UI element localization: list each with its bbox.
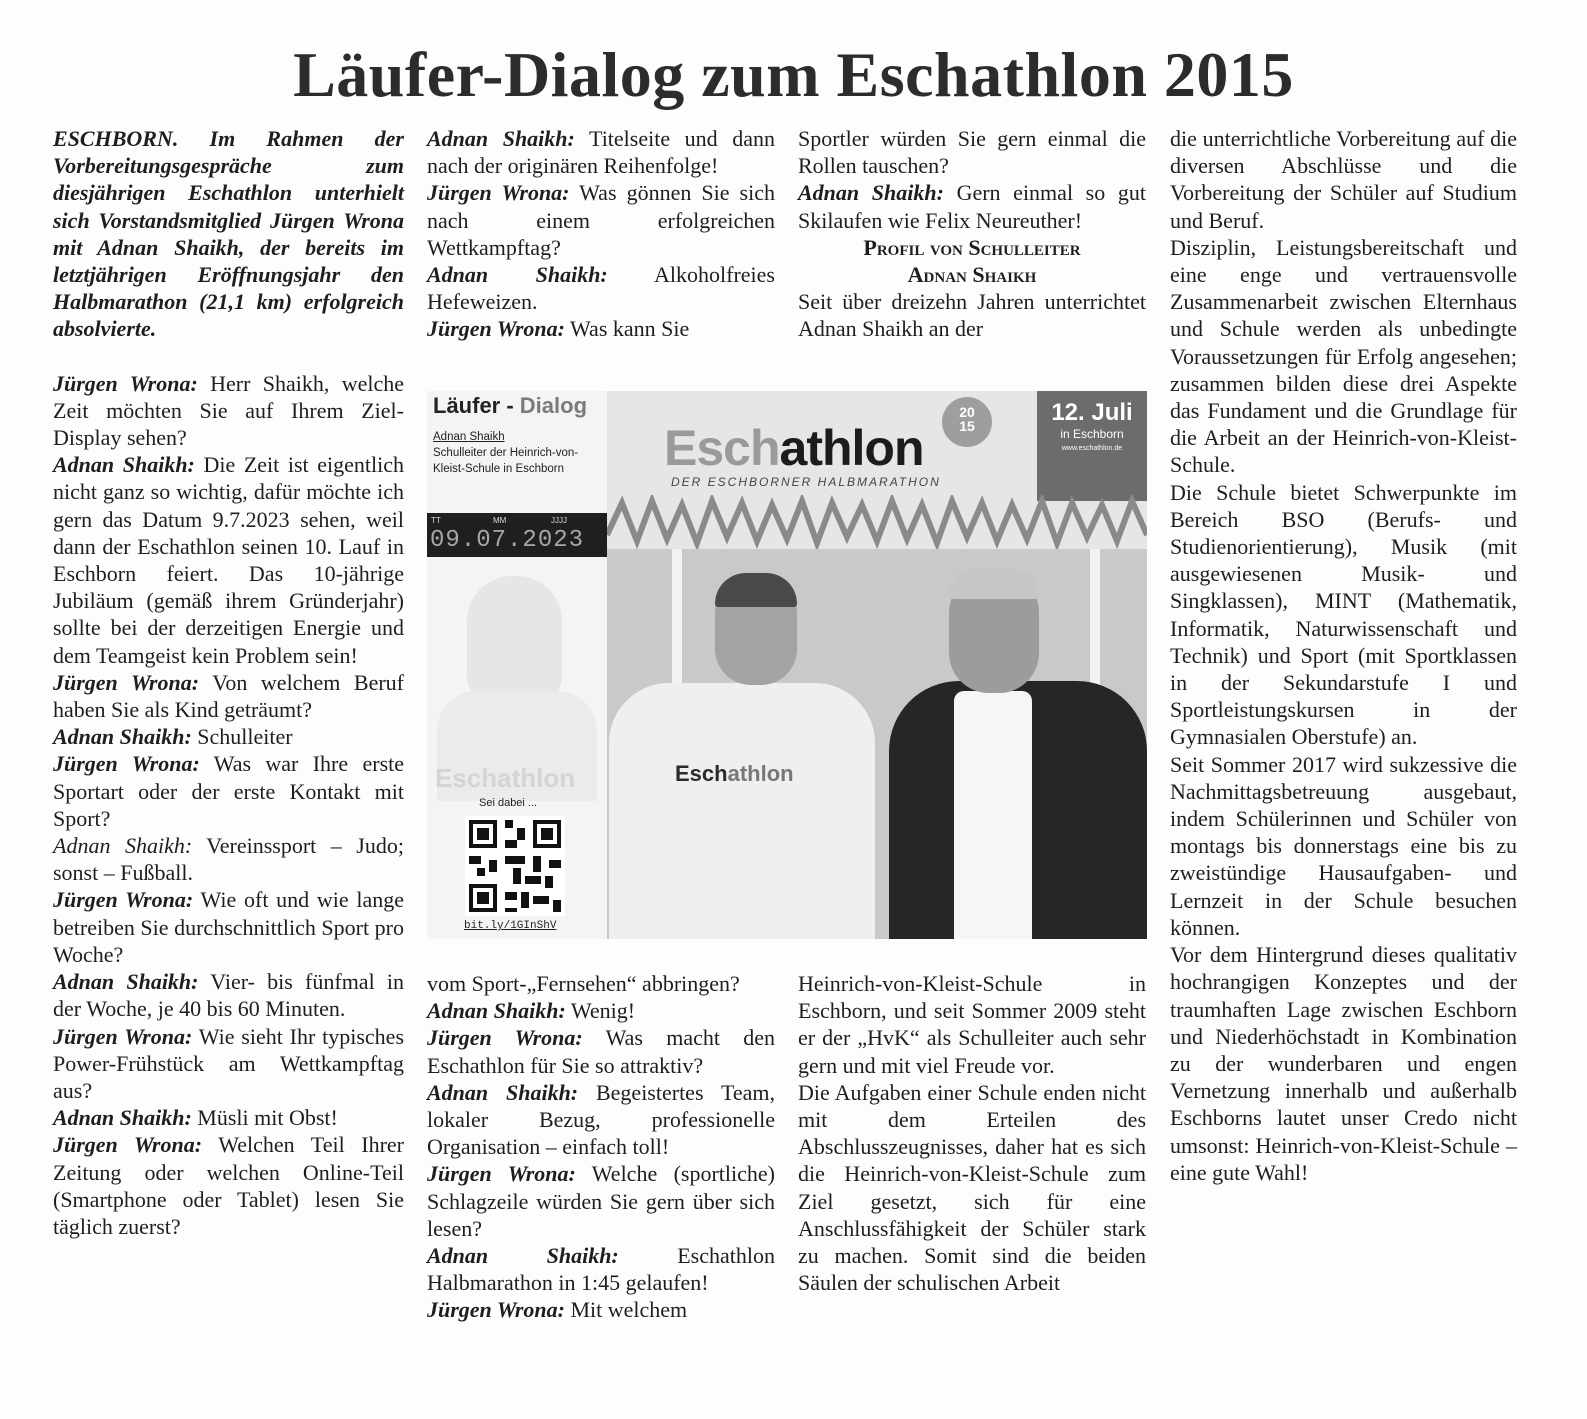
- qa-item: Adnan Shaikh: Begeistertes Team, lokaler Bezug, professionelle Organisation – einfach toll!: [427, 1079, 775, 1160]
- qa-item: Adnan Shaikh: Die Zeit ist eigentlich nicht ganz so wichtig, dafür möchte ich gern das Datum 9.7.2023 sehen, weil dann der Eschathlon seinen 10. Lauf in Eschborn feiert. Das 10-jährige Jubiläum (gemäß ihrem Gründerjahr) sollte bei der derzeitigen Energie und dem Teamgeist kein Problem sein!: [53, 452, 404, 668]
- qr-code-icon: [465, 816, 565, 916]
- qa-item: Jürgen Wrona: Wie oft und wie lange betreiben Sie durchschnittlich Sport pro Woche?: [53, 887, 405, 967]
- qa-item: Adnan Shaikh: Vier- bis fünfmal in der Woche, je 40 bis 60 Minuten.: [53, 969, 404, 1022]
- profile-subhead: Profil von Schulleiter: [863, 234, 1081, 260]
- qa-item: Adnan Shaikh: Titelseite und dann nach der originären Reihenfolge!: [427, 126, 775, 179]
- column-4: [1170, 125, 1517, 1186]
- sei-dabei-text: Sei dabei ...: [479, 797, 538, 809]
- column-1: [53, 125, 404, 1240]
- qa-item: Jürgen Wrona: Was macht den Eschathlon für Sie so attraktiv?: [427, 1025, 776, 1078]
- column-3-top: [798, 125, 1146, 343]
- qa-item: Adnan Shaikh: Alkoholfreies Hefeweizen.: [427, 262, 775, 315]
- profile-paragraph: Vor dem Hintergrund dieses qualitativ hochrangigen Konzeptes und der traumhaften Lage zwischen Eschborn und Niederhöchstadt in Kombination zu der wunderbaren und engen Vernetzung innerhalb und außerhalb Eschborns lautet unser Credo nicht umsonst: Heinrich-von-Kleist-Schule – eine gute Wahl!: [1170, 942, 1517, 1185]
- finish-display: [427, 513, 607, 557]
- display-label-year: JJJJ: [551, 516, 567, 525]
- panel-subtitle: Schulleiter der Heinrich-von-Kleist-Schule in Eschborn: [433, 447, 579, 475]
- qa-item: Jürgen Wrona: Von welchem Beruf haben Sie als Kind geträumt?: [53, 669, 405, 723]
- profile-intro: Seit über dreizehn Jahren unterrichtet Adnan Shaikh an der: [798, 289, 1146, 342]
- panel-name: Adnan Shaikh: [433, 431, 505, 443]
- qa-item: Jürgen Wrona: Welchen Teil Ihrer Zeitung oder welchen Online-Teil (Smartphone oder Tablet) lesen Sie täglich zuerst?: [53, 1132, 405, 1239]
- headline: Läufer-Dialog zum Eschathlon 2015: [293, 39, 1294, 110]
- profile-paragraph: Heinrich-von-Kleist-Schule in Eschborn, und seit Sommer 2009 steht er der „HvK“ als Schulleiter auch sehr gern und mit viel Freude vor.: [798, 971, 1146, 1078]
- qa-item: Jürgen Wrona: Was kann Sie: [427, 316, 690, 342]
- runner-silhouettes: [607, 495, 1147, 549]
- ghost-portrait: [467, 576, 562, 706]
- profile-paragraph: Seit Sommer 2017 wird sukzessive die Nachmittagsbetreuung ausgebaut, indem Schülerinnen und Schüler von montags bis donnerstags eine bis zu zweistündige Hausaufgaben- und Lernzeit in der Schule besuchen können.: [1170, 751, 1517, 940]
- qa-item: Adnan Shaikh: Schulleiter: [53, 724, 293, 750]
- column-3-bottom: [798, 970, 1146, 1296]
- qa-item: Adnan Shaikh: Eschathlon Halbmarathon in 1:45 gelaufen!: [427, 1243, 775, 1296]
- person-wrona-hair: [949, 569, 1039, 599]
- event-date: 12. Juli: [1051, 399, 1133, 426]
- profile-paragraph: Die Aufgaben einer Schule enden nicht mit dem Erteilen des Abschlusszeugnisses, daher hat es sich die Heinrich-von-Kleist-Schule zum Ziel gesetzt, sich für eine Anschlussfähigkeit der Schüler stark zu machen. Somit sind die beiden Säulen der schulischen Arbeit: [798, 1079, 1146, 1296]
- profile-paragraph: Die Schule bietet Schwerpunkte im Bereich BSO (Berufs- und Studienorientierung), Musik (mit ausgewiesenen Musik- und Singklassen), MINT (Mathematik, Informatik, Naturwissenschaft und Technik) und Sport (mit Sportklassen in der Sekundarstufe I und Sportleistungskursen in der Gymnasialen Oberstufe) an.: [1170, 479, 1517, 750]
- question-continuation: Sportler würden Sie gern einmal die Rollen tauschen?: [798, 126, 1146, 179]
- person-wrona-shirt: [954, 691, 1032, 939]
- event-place: in Eschborn: [1060, 427, 1124, 441]
- column-2-top: [427, 125, 775, 343]
- qa-item: Jürgen Wrona: Was gönnen Sie sich nach einem erfolgreichen Wettkampftag?: [427, 180, 776, 260]
- qa-item: Adnan Shaikh: Vereinssport – Judo; sonst – Fußball.: [53, 833, 404, 886]
- qa-item: Jürgen Wrona: Wie sieht Ihr typisches Power-Frühstück am Wettkampftag aus?: [53, 1023, 404, 1103]
- ghost-logo: Eschathlon: [435, 763, 576, 793]
- qa-item: Adnan Shaikh: Wenig!: [427, 998, 636, 1024]
- column-2-bottom: [427, 970, 775, 1324]
- qr-link: bit.ly/1GInShV: [464, 920, 557, 932]
- date-box: [1037, 391, 1147, 501]
- panel-title: Läufer - Dialog: [433, 393, 588, 418]
- profile-paragraph: Disziplin, Leistungsbereitschaft und eine enge und vertrauensvolle Zusammenarbeit zwischen Elternhaus und Schule werden als unbedingte Voraussetzungen für Erfolg angesehen; zusammen bilden diese drei Aspekte das Fundament und die Grundlage für die Arbeit an der Heinrich-von-Kleist-Schule.: [1170, 234, 1517, 478]
- qa-item: Adnan Shaikh: Müsli mit Obst!: [53, 1105, 338, 1131]
- qa-item: Jürgen Wrona: Herr Shaikh, welche Zeit möchten Sie auf Ihrem Ziel-Display sehen?: [53, 370, 405, 451]
- profile-paragraph: die unterrichtliche Vorbereitung auf die diversen Abschlüsse und die Vorbereitung der Schüler auf Studium und Beruf.: [1170, 126, 1517, 233]
- qa-item: Adnan Shaikh: Gern einmal so gut Skilaufen wie Felix Neureuther!: [798, 180, 1146, 233]
- qa-item: Jürgen Wrona: Mit welchem: [427, 1297, 688, 1323]
- event-url: www.eschathlon.de: [1061, 445, 1123, 452]
- display-label-day: TT: [431, 516, 441, 525]
- display-date: 09.07.2023: [430, 527, 585, 554]
- qa-item: Jürgen Wrona: Was war Ihre erste Sportart oder der erste Kontakt mit Sport?: [53, 751, 405, 831]
- banner-subtitle: DER ESCHBORNER HALBMARATHON: [671, 475, 941, 489]
- qa-item: Jürgen Wrona: Welche (sportliche) Schlagzeile würden Sie gern über sich lesen?: [427, 1161, 775, 1241]
- person-shaikh-shirt: [609, 683, 875, 939]
- shirt-logo: Eschathlon: [675, 761, 794, 786]
- laeufer-dialog-panel: [427, 391, 607, 939]
- lead-paragraph: ESCHBORN. Im Rahmen der Vorbereitungsgespräche zum diesjährigen Eschathlon unterhielt sich Vorstandsmitglied Jürgen Wrona mit Adnan Shaikh, der bereits im letztjährigen Eröffnungsjahr den Halbmarathon (21,1 km) erfolgreich absolvierte.: [53, 126, 404, 342]
- question-continuation: vom Sport-„Fernsehen“ abbringen?: [427, 971, 740, 996]
- article-photo: [427, 391, 1147, 939]
- display-label-month: MM: [493, 516, 507, 525]
- year-badge: 20 15: [942, 397, 992, 447]
- banner-logo: Eschathlon: [664, 420, 924, 476]
- profile-subhead-name: Adnan Shaikh: [907, 262, 1037, 288]
